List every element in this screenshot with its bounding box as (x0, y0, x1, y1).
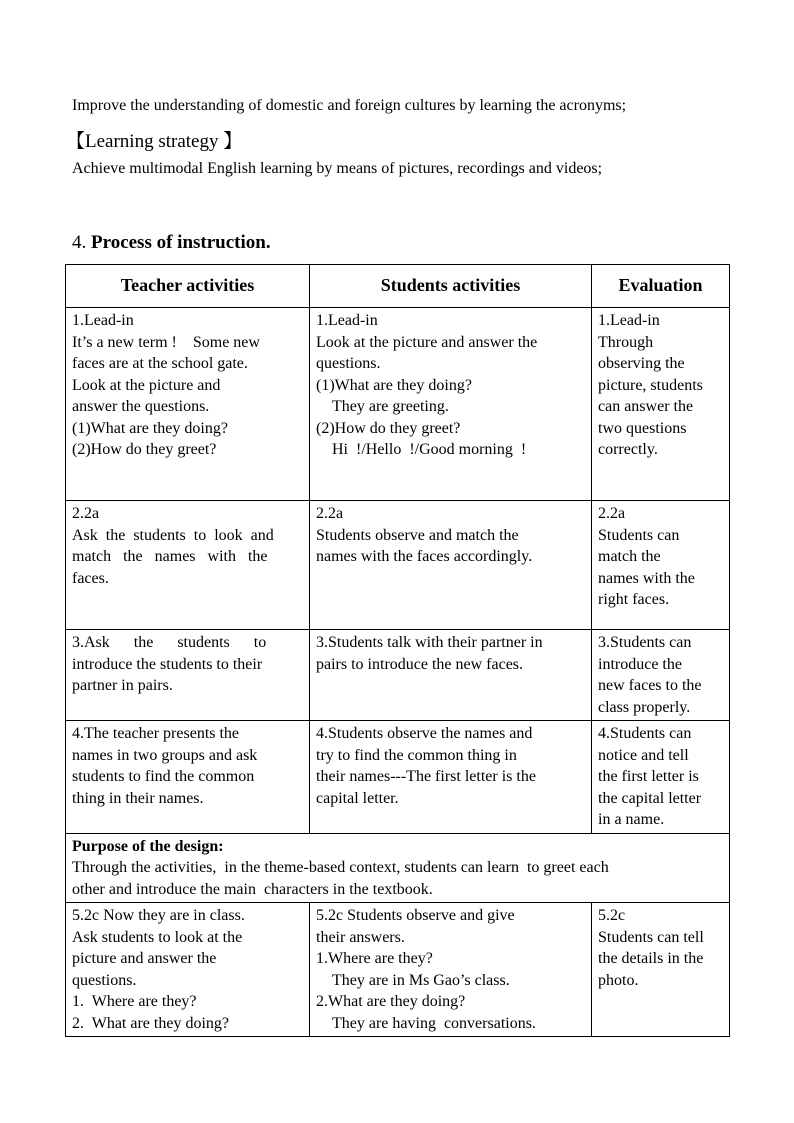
cell-line: introduce the (598, 655, 682, 673)
students-cell (310, 501, 592, 630)
cell-line: 2.What are they doing? (316, 993, 466, 1010)
instruction-table (65, 264, 730, 1037)
cell-line: match the names with the (72, 548, 268, 565)
cell-line: 1.Lead-in (598, 312, 660, 329)
teacher-cell (66, 903, 310, 1037)
section-heading (72, 232, 271, 254)
cell-line: the capital letter (598, 789, 702, 807)
teacher-cell (66, 721, 310, 834)
cell-line: correctly. (598, 441, 658, 458)
cell-line: 1.Where are they? (316, 950, 433, 967)
cell-line: 4.Students observe the names and (316, 725, 533, 742)
cell-line: 3.Students can (598, 634, 692, 651)
cell-line: Look at the picture and (72, 376, 221, 394)
cell-line: partner in pairs. (72, 677, 173, 694)
header-students: Students activities (310, 265, 592, 308)
students-cell (310, 903, 592, 1037)
evaluation-cell (592, 721, 730, 834)
cell-line: They are greeting. (316, 398, 449, 415)
strategy-text: Achieve multimodal English learning by means of pictures, recordings and videos; (72, 160, 603, 177)
purpose-line: Through the activities, in the theme-based context, students can learn to greet each (72, 859, 609, 876)
table-row (66, 308, 730, 501)
cell-line: 1.Lead-in (72, 312, 134, 329)
cell-line: photo. (598, 971, 639, 989)
cell-line: introduce the students to their (72, 655, 263, 673)
cell-line: faces are at the school gate. (72, 355, 248, 372)
purpose-heading: Purpose of the design: (72, 837, 224, 855)
purpose-text (72, 857, 723, 900)
students-cell (310, 721, 592, 834)
table-row (66, 501, 730, 630)
table-row (66, 630, 730, 721)
cell-line: their names---The first letter is the (316, 768, 536, 785)
cell-line: (1)What are they doing? (316, 376, 472, 394)
cell-line: picture, students (598, 376, 703, 394)
cell-line: questions. (316, 355, 381, 372)
cell-line: two questions (598, 419, 687, 437)
cell-line: (2)How do they greet? (316, 419, 461, 437)
cell-line: class properly. (598, 698, 691, 716)
purpose-row (66, 833, 730, 903)
header-evaluation: Evaluation (592, 265, 730, 308)
cell-line: 2.2a (316, 505, 344, 522)
cell-line: 3.Ask the students to (72, 634, 267, 651)
cell-line: Hi !/Hello !/Good morning ! (316, 441, 527, 458)
cell-line: 5.2c Students observe and give (316, 907, 515, 924)
cell-line: the details in the (598, 950, 704, 967)
strategy-heading: 【Learning strategy 】 (66, 131, 243, 152)
header-teacher: Teacher activities (66, 265, 310, 308)
evaluation-cell (592, 308, 730, 501)
cell-line: Students can (598, 526, 680, 544)
teacher-cell (66, 308, 310, 501)
evaluation-cell (592, 903, 730, 1037)
cell-line: in a name. (598, 811, 665, 828)
cell-line: right faces. (598, 591, 670, 608)
cell-line: 3.Students talk with their partner in (316, 634, 543, 651)
cell-line: 2.2a (72, 505, 100, 522)
cell-line: names with the faces accordingly. (316, 548, 533, 565)
purpose-line: other and introduce the main characters in the textbook. (72, 880, 433, 898)
cell-line: thing in their names. (72, 789, 204, 807)
cell-line: questions. (72, 971, 137, 989)
objective-line: Improve the understanding of domestic and foreign cultures by learning the acronyms; (72, 97, 627, 114)
cell-line: new faces to the (598, 677, 702, 694)
cell-line: 2. What are they doing? (72, 1014, 229, 1032)
evaluation-cell (592, 501, 730, 630)
cell-line: It’s a new term ! Some new (72, 333, 260, 351)
table-row (66, 721, 730, 834)
purpose-cell (66, 833, 730, 903)
cell-line: try to find the common thing in (316, 746, 517, 764)
cell-line: Look at the picture and answer the (316, 333, 538, 351)
cell-line: Ask the students to look and (72, 526, 274, 544)
students-cell (310, 630, 592, 721)
cell-line: students to find the common (72, 768, 255, 785)
section-number: 4. (72, 232, 91, 253)
cell-line: observing the (598, 355, 685, 372)
cell-line: 5.2c (598, 907, 626, 924)
cell-line: notice and tell (598, 746, 689, 764)
cell-line: (2)How do they greet? (72, 441, 217, 458)
cell-line: picture and answer the (72, 950, 217, 967)
section-title: Process of instruction. (91, 232, 271, 253)
teacher-cell (66, 501, 310, 630)
students-cell (310, 308, 592, 501)
cell-line: faces. (72, 569, 109, 587)
evaluation-cell (592, 630, 730, 721)
cell-line: 2.2a (598, 505, 626, 522)
table-header-row (66, 265, 730, 308)
cell-line: can answer the (598, 398, 694, 415)
cell-line: 4.The teacher presents the (72, 725, 240, 742)
cell-line: (1)What are they doing? (72, 419, 228, 437)
cell-line: names in two groups and ask (72, 746, 258, 764)
cell-line: the first letter is (598, 768, 699, 785)
cell-line: answer the questions. (72, 398, 210, 415)
cell-line: Ask students to look at the (72, 928, 243, 946)
cell-line: their answers. (316, 928, 405, 946)
cell-line: 1. Where are they? (72, 993, 197, 1010)
teacher-cell (66, 630, 310, 721)
cell-line: Students can tell (598, 928, 704, 946)
cell-line: They are in Ms Gao’s class. (316, 971, 510, 989)
table-row (66, 903, 730, 1037)
cell-line: pairs to introduce the new faces. (316, 655, 524, 673)
cell-line: names with the (598, 569, 695, 587)
cell-line: Students observe and match the (316, 526, 519, 544)
cell-line: Through (598, 333, 654, 351)
cell-line: match the (598, 548, 661, 565)
cell-line: They are having conversations. (316, 1014, 536, 1032)
cell-line: capital letter. (316, 789, 399, 807)
cell-line: 5.2c Now they are in class. (72, 907, 245, 924)
cell-line: 1.Lead-in (316, 312, 378, 329)
cell-line: 4.Students can (598, 725, 692, 742)
